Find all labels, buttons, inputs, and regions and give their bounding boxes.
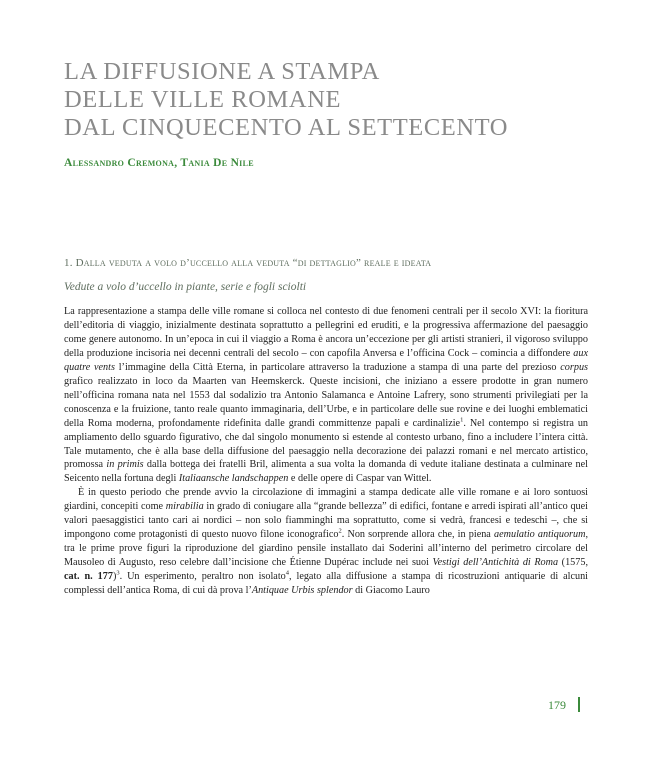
authors-byline: Alessandro Cremona, Tania De Nile: [64, 157, 254, 169]
text-segment: cat. n. 177: [64, 571, 113, 583]
text-segment: Antiquae Urbis splendor: [251, 585, 353, 597]
page-title: [64, 58, 624, 142]
title-line-2: DELLE VILLE ROMANE: [64, 86, 342, 113]
footnote-ref: 1: [460, 416, 464, 424]
text-segment: Italiaansche landschappen: [178, 473, 289, 485]
page-number: 179: [548, 698, 566, 712]
text-segment: aemulatio antiquorum: [494, 529, 586, 541]
text-segment: ): [112, 571, 117, 583]
paragraph-1: [64, 305, 588, 486]
text-segment: aux quatre vents: [64, 347, 588, 373]
text-segment: corpus: [560, 361, 588, 373]
footnote-ref: 2: [338, 527, 342, 535]
text-segment: mirabilia: [165, 501, 204, 513]
text-segment: . Un esperimento, peraltro non isolato: [119, 571, 286, 583]
text-segment: , legato alla diffusione a stampa di ricostruzioni antiquarie di alcuni complessi dell’antica Roma, di cui dà prova l’: [64, 571, 588, 597]
text-segment: in grado di coniugare alla “grande bellezza” di edifici, fontane e arredi ispirati all’antico quei valori paesaggistici tanto cari ai nordici – non solo fiamminghi ma soprattutto, come si vedrà, francesi e tedeschi –, che si impongono come protagonisti di questo nuovo filone iconografico: [64, 501, 588, 541]
text-segment: l’immagine della Città Eterna, in particolare attraverso la traduzione a stampa di una parte del prezioso: [114, 361, 561, 373]
text-segment: e delle opere di Caspar van Wittel.: [288, 473, 432, 485]
text-segment: (1575,: [558, 557, 588, 569]
text-segment: È in questo periodo che prende avvio la circolazione di immagini a stampa dedicate alle ville romane e ai loro sontuosi giardini, concepiti come: [64, 487, 588, 513]
text-segment: La rappresentazione a stampa delle ville romane si colloca nel contesto di due fenomeni centrali per il secolo XVI: la fioritura dell’editoria di viaggio, inizialmente destinata soprattutto a pellegrini ed eruditi, e la progressiva affermazione del paesaggio come genere autonomo. In un’epoca in cui il viaggio a Roma è ancora un’eccezione per gli artisti stranieri, il vigoroso sviluppo della produzione incisoria nei decenni centrali del secolo – con capofila Anversa e l’officina Cock – comincia a diffondere: [64, 306, 588, 359]
text-segment: in primis: [106, 459, 144, 471]
text-segment: Vestigi dell’Antichità di Roma: [432, 557, 559, 569]
page-number-rule: [578, 697, 580, 712]
text-segment: grafico realizzato in loco da Maarten van Heemskerck. Queste incisioni, che iniziano a essere prodotte in gran numero nell’officina romana nata nel 1553 dal sodalizio tra Antonio Salamanca e Antoine Lafrery, sono strumenti privilegiati per la conoscenza e la fruizione, tanto reale quanto immaginaria, dell’Urbe, e in particolare delle sue rovine e dei luoghi emblematici della Roma moderna, profondamente ridefinita dalle grandi committenze papali e cardinalizie: [64, 375, 588, 429]
text-segment: , tra le prime prove figuri la riproduzione del giardino pensile installato dai Soderini all’interno del perimetro circolare del Mausoleo di Augusto, reso celebre dall’incisione che Étienne Dupérac include nei suoi: [64, 529, 588, 569]
body-text: [64, 305, 588, 598]
title-line-3: DAL CINQUECENTO AL SETTECENTO: [64, 114, 509, 141]
subsection-heading: Vedute a volo d’uccello in piante, serie e fogli sciolti: [64, 281, 307, 293]
paragraph-2: [64, 486, 588, 598]
footnote-ref: 3: [116, 569, 120, 577]
text-segment: . Nel contempo si registra un ampliamento dello sguardo figurativo, che dal singolo monumento si estende al contesto urbano, fino a includere l’intera città. Tale mutamento, che è alla base della diffusione del paesaggio nella decorazione dei palazzi romani e nel mercato artistico, promossa: [64, 417, 589, 471]
text-segment: dalla bottega dei fratelli Bril, alimenta a sua volta la domanda di vedute italiane destinata a culminare nel Seicento nella fortuna degli: [64, 459, 588, 485]
text-segment: di Giacomo Lauro: [352, 585, 430, 597]
section-heading: 1. Dalla veduta a volo d’uccello alla veduta “di dettaglio” reale e ideata: [64, 257, 432, 269]
footnote-ref: 4: [285, 569, 289, 577]
title-line-1: LA DIFFUSIONE A STAMPA: [64, 58, 380, 85]
text-segment: . Non sorprende allora che, in piena: [341, 529, 494, 541]
